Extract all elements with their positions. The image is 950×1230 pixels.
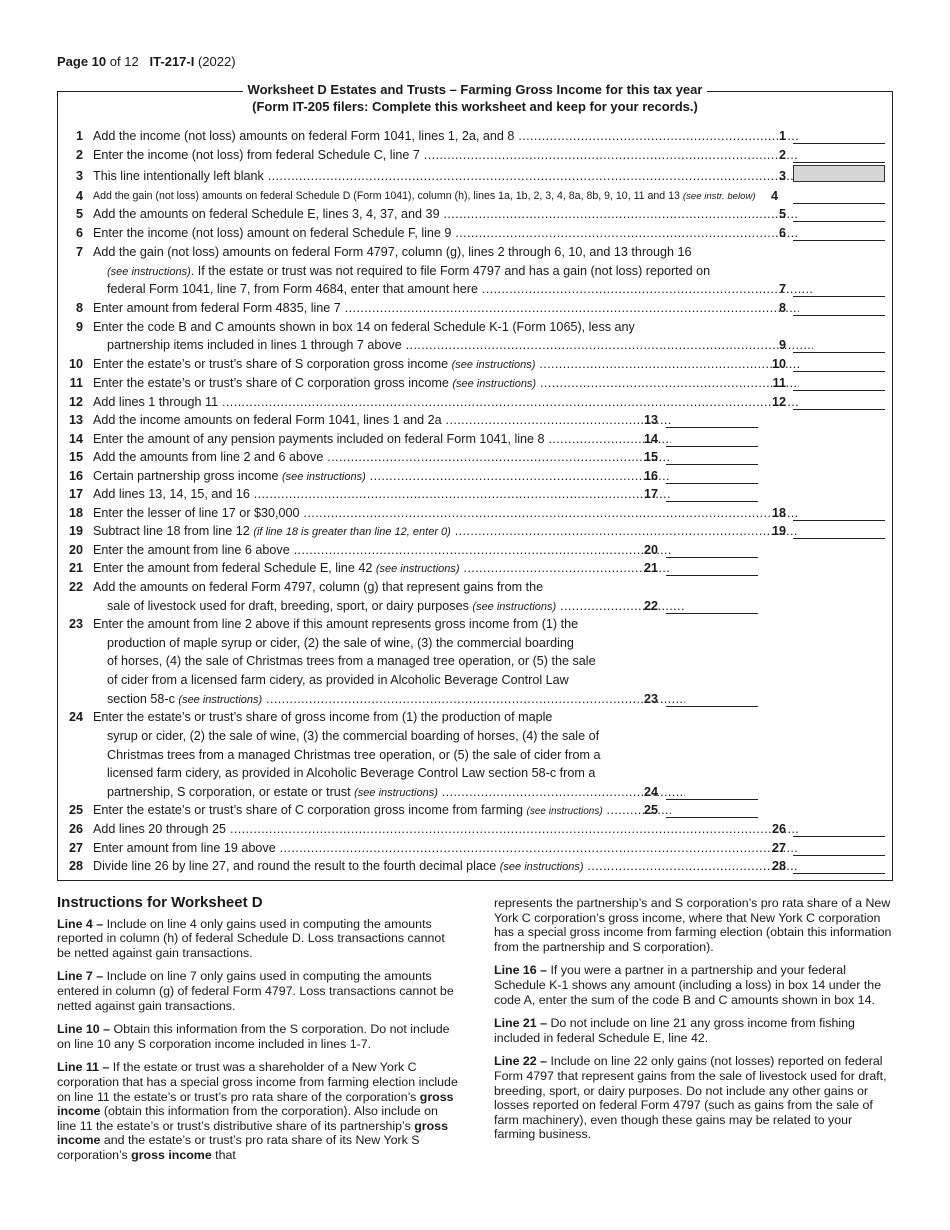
instr-heading: Line 16 – bbox=[494, 963, 548, 978]
instr-heading: Line 22 – bbox=[494, 1054, 548, 1069]
line-label: 17 bbox=[643, 487, 658, 501]
worksheet-heading: Worksheet D Estates and Trusts – Farming Gross Income for this tax year bbox=[243, 82, 708, 97]
line-text: Enter the income (not loss) amount on federal Schedule F, line 9 ..... bbox=[93, 224, 799, 242]
line-text: Enter amount from line 19 above ..... bbox=[93, 839, 799, 857]
instr-line-7 bbox=[57, 969, 459, 1013]
line-24-cont2 bbox=[60, 746, 890, 764]
line-text bbox=[93, 262, 817, 281]
amount-field-25[interactable] bbox=[666, 817, 758, 818]
line-text: of cider from a licensed farm cidery, as provided in Alcoholic Beverage Control Law bbox=[107, 673, 569, 687]
instr-line-22 bbox=[494, 1054, 894, 1142]
line-3 bbox=[60, 167, 890, 185]
worksheet-subheading: (Form IT-205 filers: Complete this worksheet and keep for your records.) bbox=[247, 99, 703, 114]
line-note: (see instructions) bbox=[282, 471, 366, 483]
line-24-cont3 bbox=[60, 764, 890, 782]
line-text: Add lines 1 through 11 ..... bbox=[93, 393, 799, 411]
line-number: 4 bbox=[75, 189, 83, 203]
line-text bbox=[93, 783, 685, 802]
line-text bbox=[93, 857, 799, 876]
line-number: 23 bbox=[68, 617, 83, 631]
instr-line-11-cont: represents the partnership’s and S corporation’s pro rata share of a New York C corporation’s gross income, where that New York C corporation has a special gross income from farming election (obtain this information from the partnership and S corporation). bbox=[494, 896, 892, 954]
line-text: Add the amounts on federal Schedule E, lines 3, 4, 37, and 39 ..... bbox=[93, 205, 799, 223]
line-label: 20 bbox=[643, 543, 658, 557]
line-text-main: Subtract line 18 from line 12 bbox=[93, 524, 250, 538]
instr-text: that bbox=[211, 1147, 236, 1162]
line-8 bbox=[60, 299, 890, 317]
line-number: 18 bbox=[68, 506, 83, 520]
instr-bold: gross income bbox=[57, 1089, 454, 1119]
line-number: 27 bbox=[68, 841, 83, 855]
amount-field-4[interactable] bbox=[793, 203, 885, 204]
line-text-main: Enter the amount from federal Schedule E, line 42 bbox=[93, 561, 373, 575]
line-label: 16 bbox=[643, 469, 658, 483]
line-number: 11 bbox=[69, 376, 83, 390]
line-7-cont bbox=[60, 262, 890, 280]
line-9-cont bbox=[60, 336, 890, 354]
line-14 bbox=[60, 430, 890, 448]
line-note: (see instructions) bbox=[526, 806, 603, 817]
line-label: 7 bbox=[778, 282, 786, 296]
line-23-cont1 bbox=[60, 634, 890, 652]
amount-field-19[interactable] bbox=[793, 538, 885, 539]
line-text-main: Certain partnership gross income bbox=[93, 469, 279, 483]
line-number: 2 bbox=[75, 148, 83, 162]
line-number: 25 bbox=[68, 803, 83, 817]
line-note: (see instructions) bbox=[499, 861, 584, 873]
line-number: 3 bbox=[75, 169, 83, 183]
instr-text: Include on line 7 only gains used in computing the amounts entered in column (g) of federal Form 4797. Loss transactions cannot be netted against gain transactions. bbox=[57, 969, 454, 1013]
line-16 bbox=[60, 467, 890, 485]
instructions-title: Instructions for Worksheet D bbox=[57, 894, 263, 911]
instr-heading: Line 10 – bbox=[57, 1022, 111, 1037]
line-text bbox=[93, 801, 671, 821]
line-text: Add the amounts on federal Form 4797, column (g) that represent gains from the bbox=[93, 580, 544, 594]
instr-bold: gross income bbox=[57, 1118, 448, 1148]
amount-field-9[interactable] bbox=[793, 352, 885, 353]
line-text: federal Form 1041, line 7, from Form 4684, enter that amount here ..... bbox=[93, 280, 813, 298]
line-text bbox=[93, 522, 799, 541]
line-text: Christmas trees from a managed Christmas tree operation, or (5) the sale of cider from a bbox=[107, 748, 601, 762]
line-24-cont1 bbox=[60, 727, 890, 745]
line-text-main: Divide line 26 by line 27, and round the result to the fourth decimal place bbox=[93, 859, 497, 873]
amount-field-14[interactable] bbox=[666, 446, 758, 447]
line-label: 4 bbox=[770, 189, 778, 203]
line-text bbox=[93, 374, 799, 393]
line-label: 11 bbox=[772, 376, 786, 390]
line-12 bbox=[60, 393, 890, 411]
line-23-cont3 bbox=[60, 671, 890, 689]
line-number: 26 bbox=[68, 822, 83, 836]
line-text: of horses, (4) the sale of Christmas trees from a managed tree operation, or (5) the sale bbox=[107, 654, 596, 668]
line-11 bbox=[60, 374, 890, 392]
line-text: Add the income amounts on federal Form 1041, lines 1 and 2a ..... bbox=[93, 411, 671, 429]
line-note: (see instructions) bbox=[375, 563, 460, 575]
instr-text: If you were a partner in a partnership and your federal Schedule K-1 shows any amount (including a loss) in box 14 under the code A, enter the sum of the code B and C amounts shown in box 14. bbox=[494, 963, 882, 1007]
line-label: 6 bbox=[778, 226, 786, 240]
line-23-cont4 bbox=[60, 690, 890, 708]
line-label: 2 bbox=[778, 148, 786, 162]
amount-field-22[interactable] bbox=[666, 613, 758, 614]
line-22-cont bbox=[60, 597, 890, 615]
amount-field-18[interactable] bbox=[793, 520, 885, 521]
line-20 bbox=[60, 541, 890, 559]
line-text-main: partnership, S corporation, or estate or trust bbox=[107, 785, 351, 799]
line-number: 1 bbox=[75, 129, 83, 143]
amount-field-10[interactable] bbox=[793, 371, 885, 372]
line-text: partnership items included in lines 1 through 7 above ..... bbox=[93, 336, 813, 354]
line-text: Enter the code B and C amounts shown in box 14 on federal Schedule K-1 (Form 1065), less any bbox=[93, 320, 635, 334]
amount-field-1[interactable] bbox=[793, 143, 885, 144]
line-number: 9 bbox=[75, 320, 83, 334]
line-note: (see instructions) bbox=[472, 601, 557, 613]
line-24-cont4 bbox=[60, 783, 890, 801]
blank-shaded-box bbox=[793, 165, 885, 182]
line-label: 21 bbox=[643, 561, 658, 575]
instr-text: Do not include on line 21 any gross income from fishing included in federal Schedule E, line 42. bbox=[494, 1016, 855, 1045]
line-label: 27 bbox=[771, 841, 786, 855]
line-number: 20 bbox=[68, 543, 83, 557]
instr-text: Obtain this information from the S corporation. Do not include on line 10 any S corporation income included in lines 1-7. bbox=[57, 1022, 450, 1051]
line-number: 22 bbox=[68, 580, 83, 594]
form-number: IT-217-I bbox=[149, 54, 195, 69]
amount-field-12[interactable] bbox=[793, 409, 885, 410]
line-label: 24 bbox=[643, 785, 658, 799]
instr-heading: Line 11 – bbox=[57, 1060, 110, 1075]
line-text-main: Enter the estate’s or trust’s share of C corporation gross income bbox=[93, 376, 449, 390]
instr-text: (obtain this information from the corporation). Also include on line 11 the estate’s or trust’s distributive share of its partnership’s bbox=[57, 1104, 438, 1133]
line-text: Enter amount from federal Form 4835, line 7 ..... bbox=[93, 299, 799, 317]
line-label: 28 bbox=[771, 859, 786, 873]
amount-field-5[interactable] bbox=[793, 221, 885, 222]
line-2 bbox=[60, 146, 890, 164]
line-7 bbox=[60, 243, 890, 261]
line-25 bbox=[60, 801, 890, 819]
line-label: 10 bbox=[771, 357, 786, 371]
line-number: 15 bbox=[68, 450, 83, 464]
line-number: 7 bbox=[75, 245, 83, 259]
line-text: Enter the lesser of line 17 or $30,000 ..... bbox=[93, 504, 799, 522]
line-label: 15 bbox=[643, 450, 658, 464]
line-7-final bbox=[60, 280, 890, 298]
line-text: syrup or cider, (2) the sale of wine, (3) the commercial boarding of horses, (4) the sale of bbox=[107, 729, 600, 743]
line-text: Enter the amount from line 2 above if this amount represents gross income from (1) the bbox=[93, 617, 579, 631]
line-text-2: . If the estate or trust was not required to file Form 4797 and has a gain (not loss) reported on bbox=[190, 264, 711, 278]
instr-text: and the estate’s or trust’s pro rata share of its New York S corporation’s bbox=[57, 1133, 420, 1162]
instructions-right-column bbox=[494, 896, 894, 1151]
line-22 bbox=[60, 578, 890, 596]
line-number: 28 bbox=[68, 859, 83, 873]
instructions-left-column bbox=[57, 896, 459, 1172]
instr-line-4 bbox=[57, 917, 459, 961]
instr-bold: gross income bbox=[131, 1147, 212, 1162]
line-13 bbox=[60, 411, 890, 429]
line-text: Enter the income (not loss) from federal Schedule C, line 7 ..... bbox=[93, 146, 799, 164]
line-text-main: Enter the estate’s or trust’s share of C corporation gross income from farming bbox=[93, 803, 524, 817]
line-text: Add the gain (not loss) amounts on federal Form 4797, column (g), lines 2 through 6, 10, and 13 through 16 bbox=[93, 245, 692, 259]
line-text-main: sale of livestock used for draft, breeding, sport, or dairy purposes bbox=[107, 599, 469, 613]
line-text: Enter the amount of any pension payments included on federal Form 1041, line 8 ..... bbox=[93, 430, 671, 448]
line-21 bbox=[60, 559, 890, 577]
instr-heading: Line 21 – bbox=[494, 1016, 548, 1031]
amount-field-27[interactable] bbox=[793, 855, 885, 856]
worksheet-title bbox=[0, 81, 950, 115]
instr-heading: Line 7 – bbox=[57, 969, 104, 984]
line-text bbox=[93, 355, 799, 374]
amount-field-20[interactable] bbox=[666, 557, 758, 558]
amount-field-26[interactable] bbox=[793, 836, 885, 837]
line-note: (see instructions) bbox=[178, 694, 263, 706]
instr-line-11 bbox=[57, 1060, 459, 1162]
page-header bbox=[57, 54, 236, 69]
line-text-note: (see instr. below) bbox=[682, 191, 756, 202]
line-label: 13 bbox=[643, 413, 658, 427]
line-27 bbox=[60, 839, 890, 857]
page-total: of 12 bbox=[109, 54, 139, 69]
line-text: licensed farm cidery, as provided in Alcoholic Beverage Control Law section 58-c from a bbox=[107, 766, 596, 780]
line-text bbox=[93, 187, 783, 206]
page-number: Page 10 bbox=[57, 54, 107, 69]
line-label: 12 bbox=[771, 395, 786, 409]
amount-field-21[interactable] bbox=[666, 575, 758, 576]
line-text: Add the income (not loss) amounts on federal Form 1041, lines 1, 2a, and 8 ..... bbox=[93, 127, 799, 145]
line-26 bbox=[60, 820, 890, 838]
line-text: Add lines 20 through 25 ..... bbox=[93, 820, 799, 838]
line-17 bbox=[60, 485, 890, 503]
amount-field-7[interactable] bbox=[793, 296, 885, 297]
line-number: 10 bbox=[68, 357, 83, 371]
line-note: (see instructions) bbox=[451, 359, 536, 371]
line-24 bbox=[60, 708, 890, 726]
line-10 bbox=[60, 355, 890, 373]
line-note: (see instructions) bbox=[354, 787, 438, 799]
line-label: 3 bbox=[778, 169, 786, 183]
amount-field-23[interactable] bbox=[666, 706, 758, 707]
amount-field-17[interactable] bbox=[666, 501, 758, 502]
line-text-main: section 58-c bbox=[107, 692, 175, 706]
line-text: This line intentionally left blank ..... bbox=[93, 167, 799, 185]
line-note: (see instructions) bbox=[107, 266, 191, 278]
line-text: Add the amounts from line 2 and 6 above ..... bbox=[93, 448, 671, 466]
amount-field-16[interactable] bbox=[666, 483, 758, 484]
line-23-cont2 bbox=[60, 652, 890, 670]
amount-field-8[interactable] bbox=[793, 315, 885, 316]
line-number: 16 bbox=[68, 469, 83, 483]
line-label: 19 bbox=[771, 524, 786, 538]
line-23 bbox=[60, 615, 890, 633]
amount-field-13[interactable] bbox=[666, 427, 758, 428]
line-text: Enter the estate’s or trust’s share of gross income from (1) the production of maple bbox=[93, 710, 553, 724]
instr-text: If the estate or trust was a shareholder of a New York C corporation that has a special gross income from farming election include on line 11 the estate’s or trust’s pro rata share of the corporation’s bbox=[57, 1060, 458, 1104]
line-label: 9 bbox=[778, 338, 786, 352]
line-number: 14 bbox=[68, 432, 83, 446]
line-text: Add lines 13, 14, 15, and 16 ..... bbox=[93, 485, 671, 503]
line-label: 1 bbox=[778, 129, 786, 143]
line-label: 18 bbox=[771, 506, 786, 520]
instr-line-21 bbox=[494, 1016, 894, 1045]
line-6 bbox=[60, 224, 890, 242]
line-number: 6 bbox=[75, 226, 83, 240]
line-number: 13 bbox=[68, 413, 83, 427]
line-18 bbox=[60, 504, 890, 522]
line-28 bbox=[60, 857, 890, 875]
line-number: 17 bbox=[68, 487, 83, 501]
line-text bbox=[93, 467, 671, 486]
line-9 bbox=[60, 318, 890, 336]
line-label: 23 bbox=[643, 692, 658, 706]
amount-field-24[interactable] bbox=[666, 799, 758, 800]
amount-field-6[interactable] bbox=[793, 240, 885, 241]
line-5 bbox=[60, 205, 890, 223]
line-number: 8 bbox=[75, 301, 83, 315]
line-text bbox=[93, 559, 671, 578]
line-label: 25 bbox=[643, 803, 658, 817]
line-text bbox=[93, 597, 685, 616]
line-text bbox=[93, 690, 685, 709]
line-number: 12 bbox=[68, 395, 83, 409]
line-text-main: Add the gain (not loss) amounts on federal Schedule D (Form 1041), column (h), lines 1a, 1b, 2, 3, 4, 8a, 8b, 9, 10, 11 and 13 bbox=[93, 190, 680, 202]
form-year: (2022) bbox=[197, 54, 236, 69]
line-1 bbox=[60, 127, 890, 145]
amount-field-11[interactable] bbox=[793, 390, 885, 391]
line-label: 22 bbox=[643, 599, 658, 613]
line-label: 5 bbox=[778, 207, 786, 221]
line-number: 19 bbox=[68, 524, 83, 538]
line-15 bbox=[60, 448, 890, 466]
line-text: Enter the amount from line 6 above ..... bbox=[93, 541, 671, 559]
amount-field-15[interactable] bbox=[666, 464, 758, 465]
line-note: (if line 18 is greater than line 12, enter 0) bbox=[253, 526, 451, 538]
line-text-main: Enter the estate’s or trust’s share of S corporation gross income bbox=[93, 357, 449, 371]
line-label: 26 bbox=[771, 822, 786, 836]
line-label: 8 bbox=[778, 301, 786, 315]
amount-field-28[interactable] bbox=[793, 873, 885, 874]
line-19 bbox=[60, 522, 890, 540]
instr-heading: Line 4 – bbox=[57, 916, 104, 931]
amount-field-2[interactable] bbox=[793, 162, 885, 163]
line-label: 14 bbox=[643, 432, 658, 446]
line-number: 21 bbox=[68, 561, 83, 575]
instr-text: Include on line 22 only gains (not losses) reported on federal Form 4797 that represent gains from the sale of livestock used for draft, breeding, sport, or dairy purposes. Do not include any other gains or losses reported on federal Form 4797 (such as gains from the sale of farm machinery), even though these gains may be related to your farming business. bbox=[494, 1054, 887, 1142]
line-text: production of maple syrup or cider, (2) the sale of wine, (3) the commercial boarding bbox=[107, 636, 574, 650]
instr-line-10 bbox=[57, 1022, 459, 1051]
instr-text: Include on line 4 only gains used in computing the amounts reported in column (h) of federal Schedule D. Loss transactions cannot be netted against gain transactions. bbox=[57, 916, 445, 960]
line-number: 24 bbox=[68, 710, 83, 724]
instr-line-16 bbox=[494, 963, 894, 1007]
line-number: 5 bbox=[75, 207, 83, 221]
line-note: (see instructions) bbox=[452, 378, 537, 390]
line-4 bbox=[60, 187, 890, 205]
